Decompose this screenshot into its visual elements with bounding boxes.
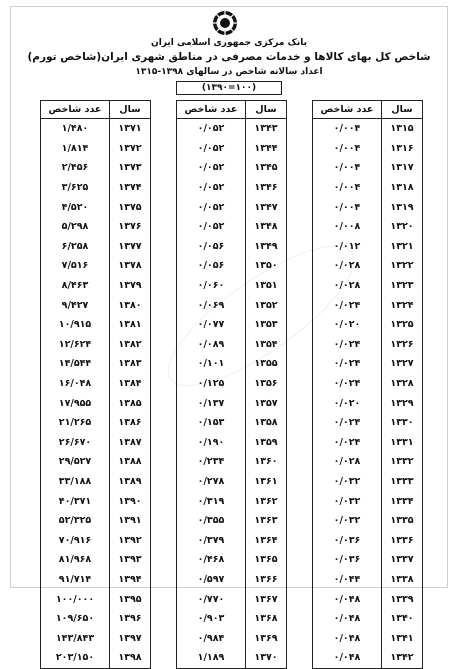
index-cell: ۰/۰۲۸ <box>313 256 382 276</box>
year-cell: ۱۳۲۵ <box>382 315 423 335</box>
table-row <box>177 609 287 629</box>
index-cell: ۰/۰۴۸ <box>313 648 382 668</box>
table-row <box>177 256 287 276</box>
index-cell: ۸/۴۶۳ <box>41 276 110 296</box>
year-cell: ۱۳۱۵ <box>382 119 423 139</box>
year-cell: ۱۳۵۱ <box>246 276 287 296</box>
index-cell: ۰/۰۲۰ <box>313 393 382 413</box>
year-cell: ۱۳۳۳ <box>382 472 423 492</box>
index-cell: ۱۲/۶۲۴ <box>41 335 110 355</box>
index-cell: ۲/۴۵۶ <box>41 158 110 178</box>
year-cell: ۱۳۲۲ <box>382 256 423 276</box>
table-row <box>313 237 423 257</box>
year-cell: ۱۳۴۴ <box>246 139 287 159</box>
table-row <box>41 158 151 178</box>
table-row <box>177 413 287 433</box>
index-header: عدد شاخص <box>41 101 110 119</box>
index-cell: ۰/۲۳۴ <box>177 452 246 472</box>
year-cell: ۱۳۹۸ <box>110 648 151 668</box>
table-row <box>41 609 151 629</box>
table-row <box>313 158 423 178</box>
index-cell: ۳۳/۱۸۸ <box>41 472 110 492</box>
index-cell: ۰/۱۵۳ <box>177 413 246 433</box>
index-cell: ۵/۲۹۸ <box>41 217 110 237</box>
year-cell: ۱۳۴۷ <box>246 197 287 217</box>
year-cell: ۱۳۲۳ <box>382 276 423 296</box>
year-cell: ۱۳۳۷ <box>382 550 423 570</box>
index-cell: ۰/۱۹۰ <box>177 433 246 453</box>
index-cell: ۲۶/۶۷۰ <box>41 433 110 453</box>
table-row <box>177 276 287 296</box>
table-row <box>313 119 423 139</box>
year-cell: ۱۳۶۲ <box>246 491 287 511</box>
table-row <box>41 413 151 433</box>
year-cell: ۱۳۹۴ <box>110 570 151 590</box>
year-header: سال <box>382 101 423 119</box>
year-cell: ۱۳۳۵ <box>382 511 423 531</box>
year-cell: ۱۳۷۲ <box>110 139 151 159</box>
year-cell: ۱۳۴۵ <box>246 158 287 178</box>
year-cell: ۱۳۵۲ <box>246 295 287 315</box>
index-cell: ۰/۰۰۴ <box>313 158 382 178</box>
table-row <box>313 491 423 511</box>
table-row <box>41 589 151 609</box>
index-cell: ۲۱/۲۶۵ <box>41 413 110 433</box>
year-cell: ۱۳۲۰ <box>382 217 423 237</box>
index-cell: ۰/۰۲۴ <box>313 335 382 355</box>
index-cell: ۰/۰۶۰ <box>177 276 246 296</box>
year-cell: ۱۳۴۳ <box>246 119 287 139</box>
table-row <box>313 217 423 237</box>
index-cell: ۷/۵۱۶ <box>41 256 110 276</box>
table-row <box>41 139 151 159</box>
bank-logo-icon <box>212 10 238 36</box>
index-cell: ۰/۹۸۴ <box>177 628 246 648</box>
table-row <box>177 472 287 492</box>
index-cell: ۰/۷۷۰ <box>177 589 246 609</box>
table-row <box>41 550 151 570</box>
index-cell: ۰/۳۵۵ <box>177 511 246 531</box>
table-row <box>177 139 287 159</box>
table-row <box>177 158 287 178</box>
year-cell: ۱۳۷۸ <box>110 256 151 276</box>
table-row <box>313 178 423 198</box>
index-cell: ۱۶/۰۴۸ <box>41 374 110 394</box>
table-row <box>177 335 287 355</box>
index-cell: ۰/۰۵۲ <box>177 178 246 198</box>
year-cell: ۱۳۹۰ <box>110 491 151 511</box>
index-cell: ۰/۰۲۴ <box>313 433 382 453</box>
table-row <box>177 374 287 394</box>
index-cell: ۰/۰۲۸ <box>313 276 382 296</box>
index-cell: ۱/۱۸۹ <box>177 648 246 668</box>
year-cell: ۱۳۵۷ <box>246 393 287 413</box>
year-cell: ۱۳۷۷ <box>110 237 151 257</box>
table-row <box>177 570 287 590</box>
table-row <box>177 452 287 472</box>
index-cell: ۲۹/۵۲۷ <box>41 452 110 472</box>
year-cell: ۱۳۴۰ <box>382 609 423 629</box>
table-row <box>313 472 423 492</box>
table-row <box>41 178 151 198</box>
index-cell: ۰/۵۹۷ <box>177 570 246 590</box>
index-cell: ۰/۰۲۴ <box>313 413 382 433</box>
year-cell: ۱۳۳۴ <box>382 491 423 511</box>
year-cell: ۱۳۷۳ <box>110 158 151 178</box>
table-row <box>313 570 423 590</box>
table-row <box>313 628 423 648</box>
table-row <box>313 354 423 374</box>
table-row <box>313 648 423 668</box>
year-cell: ۱۳۳۸ <box>382 570 423 590</box>
index-cell: ۸۱/۹۶۸ <box>41 550 110 570</box>
year-cell: ۱۳۶۸ <box>246 609 287 629</box>
index-cell: ۰/۰۵۲ <box>177 217 246 237</box>
index-cell: ۰/۰۵۲ <box>177 197 246 217</box>
index-cell: ۰/۰۳۲ <box>313 491 382 511</box>
index-header: عدد شاخص <box>177 101 246 119</box>
index-cell: ۰/۰۵۲ <box>177 119 246 139</box>
table-row <box>177 119 287 139</box>
table-row <box>177 648 287 668</box>
table-row <box>313 589 423 609</box>
year-cell: ۱۳۳۶ <box>382 530 423 550</box>
index-cell: ۱۰۰/۰۰۰ <box>41 589 110 609</box>
table-row <box>313 295 423 315</box>
base-year-label: (۱۰۰=۱۳۹۰) <box>176 81 282 95</box>
index-cell: ۰/۰۲۰ <box>313 315 382 335</box>
index-cell: ۴/۵۲۰ <box>41 197 110 217</box>
index-cell: ۰/۰۰۴ <box>313 139 382 159</box>
table-row <box>41 276 151 296</box>
index-cell: ۷۰/۹۱۶ <box>41 530 110 550</box>
table-row <box>41 530 151 550</box>
year-cell: ۱۳۹۷ <box>110 628 151 648</box>
index-cell: ۰/۰۳۲ <box>313 472 382 492</box>
index-cell: ۰/۰۲۸ <box>313 452 382 472</box>
table-row <box>41 393 151 413</box>
index-cell: ۱۴/۵۴۴ <box>41 354 110 374</box>
table-row <box>41 256 151 276</box>
index-cell: ۰/۱۰۱ <box>177 354 246 374</box>
year-cell: ۱۳۸۶ <box>110 413 151 433</box>
table-row <box>177 237 287 257</box>
table-row <box>41 197 151 217</box>
table-row <box>177 354 287 374</box>
year-cell: ۱۳۵۶ <box>246 374 287 394</box>
table-row <box>177 530 287 550</box>
table-row <box>177 491 287 511</box>
index-table-3 <box>40 100 151 669</box>
year-cell: ۱۳۶۶ <box>246 570 287 590</box>
index-cell: ۱۰۹/۶۵۰ <box>41 609 110 629</box>
year-cell: ۱۳۴۶ <box>246 178 287 198</box>
index-cell: ۰/۰۰۴ <box>313 119 382 139</box>
year-cell: ۱۳۵۰ <box>246 256 287 276</box>
index-cell: ۰/۴۶۸ <box>177 550 246 570</box>
year-cell: ۱۳۶۰ <box>246 452 287 472</box>
index-cell: ۰/۲۷۸ <box>177 472 246 492</box>
table-row <box>313 433 423 453</box>
table-row <box>41 354 151 374</box>
index-cell: ۰/۱۳۷ <box>177 393 246 413</box>
year-cell: ۱۳۱۷ <box>382 158 423 178</box>
year-header: سال <box>246 101 287 119</box>
year-cell: ۱۳۲۸ <box>382 374 423 394</box>
index-cell: ۰/۰۵۶ <box>177 237 246 257</box>
year-cell: ۱۳۶۵ <box>246 550 287 570</box>
year-cell: ۱۳۹۱ <box>110 511 151 531</box>
table-row <box>177 433 287 453</box>
index-cell: ۰/۰۵۲ <box>177 158 246 178</box>
year-cell: ۱۳۷۵ <box>110 197 151 217</box>
bank-name: بانک مرکزی جمهوری اسلامی ایران <box>151 38 307 48</box>
index-table-2 <box>176 100 287 669</box>
index-cell: ۰/۰۲۴ <box>313 374 382 394</box>
index-cell: ۰/۰۰۴ <box>313 178 382 198</box>
year-cell: ۱۳۸۷ <box>110 433 151 453</box>
year-cell: ۱۳۷۰ <box>246 648 287 668</box>
table-row <box>177 589 287 609</box>
year-cell: ۱۳۶۴ <box>246 530 287 550</box>
year-cell: ۱۳۳۹ <box>382 589 423 609</box>
table-row <box>313 550 423 570</box>
year-cell: ۱۳۸۳ <box>110 354 151 374</box>
table-row <box>177 197 287 217</box>
year-cell: ۱۳۱۸ <box>382 178 423 198</box>
document-title: شاخص کل بهای کالاها و خدمات مصرفی در مناطق شهری ایران(شاخص تورم) <box>27 51 431 63</box>
index-cell: ۰/۰۳۶ <box>313 550 382 570</box>
table-row <box>313 256 423 276</box>
year-cell: ۱۳۳۰ <box>382 413 423 433</box>
index-cell: ۰/۰۵۲ <box>177 139 246 159</box>
index-cell: ۰/۰۲۴ <box>313 295 382 315</box>
index-cell: ۳/۶۲۵ <box>41 178 110 198</box>
year-cell: ۱۳۶۹ <box>246 628 287 648</box>
year-cell: ۱۳۹۲ <box>110 530 151 550</box>
index-cell: ۰/۰۳۶ <box>313 530 382 550</box>
year-cell: ۱۳۵۹ <box>246 433 287 453</box>
year-cell: ۱۳۸۵ <box>110 393 151 413</box>
table-row <box>41 237 151 257</box>
table-row <box>313 393 423 413</box>
index-cell: ۰/۰۰۴ <box>313 197 382 217</box>
index-cell: ۴۰/۳۷۱ <box>41 491 110 511</box>
index-cell: ۰/۰۳۲ <box>313 511 382 531</box>
table-row <box>313 315 423 335</box>
table-row <box>313 335 423 355</box>
year-cell: ۱۳۵۸ <box>246 413 287 433</box>
year-cell: ۱۳۴۸ <box>246 217 287 237</box>
year-cell: ۱۳۲۴ <box>382 295 423 315</box>
year-cell: ۱۳۲۶ <box>382 335 423 355</box>
year-cell: ۱۳۹۳ <box>110 550 151 570</box>
index-header: عدد شاخص <box>313 101 382 119</box>
table-row <box>41 433 151 453</box>
index-cell: ۰/۰۸۹ <box>177 335 246 355</box>
table-row <box>177 628 287 648</box>
year-cell: ۱۳۸۱ <box>110 315 151 335</box>
table-row <box>313 276 423 296</box>
table-row <box>41 570 151 590</box>
table-row <box>177 511 287 531</box>
index-cell: ۱۴۳/۸۴۳ <box>41 628 110 648</box>
index-cell: ۰/۰۰۸ <box>313 217 382 237</box>
table-row <box>313 413 423 433</box>
table-row <box>177 217 287 237</box>
index-cell: ۰/۹۰۳ <box>177 609 246 629</box>
index-cell: ۰/۰۷۷ <box>177 315 246 335</box>
index-cell: ۰/۰۴۸ <box>313 589 382 609</box>
index-cell: ۰/۰۵۶ <box>177 256 246 276</box>
year-cell: ۱۳۸۲ <box>110 335 151 355</box>
table-row <box>177 295 287 315</box>
index-cell: ۶/۲۵۸ <box>41 237 110 257</box>
table-row <box>41 217 151 237</box>
year-cell: ۱۳۶۷ <box>246 589 287 609</box>
year-cell: ۱۳۶۳ <box>246 511 287 531</box>
year-cell: ۱۳۵۵ <box>246 354 287 374</box>
document-subtitle: اعداد سالانه شاخص در سالهای ۱۳۹۸-۱۳۱۵ <box>135 67 323 77</box>
year-cell: ۱۳۶۱ <box>246 472 287 492</box>
index-cell: ۱۷/۹۵۵ <box>41 393 110 413</box>
table-row <box>313 197 423 217</box>
index-cell: ۵۲/۳۲۵ <box>41 511 110 531</box>
table-row <box>313 511 423 531</box>
year-cell: ۱۳۷۴ <box>110 178 151 198</box>
table-row <box>41 295 151 315</box>
year-cell: ۱۳۲۱ <box>382 237 423 257</box>
table-row <box>41 628 151 648</box>
index-table-1 <box>312 100 423 669</box>
index-cell: ۰/۰۴۸ <box>313 628 382 648</box>
index-cell: ۰/۰۴۸ <box>313 609 382 629</box>
year-cell: ۱۳۴۹ <box>246 237 287 257</box>
index-cell: ۰/۳۷۹ <box>177 530 246 550</box>
year-cell: ۱۳۳۲ <box>382 452 423 472</box>
year-cell: ۱۳۸۸ <box>110 452 151 472</box>
year-cell: ۱۳۴۲ <box>382 648 423 668</box>
table-row <box>41 315 151 335</box>
year-cell: ۱۳۷۱ <box>110 119 151 139</box>
table-row <box>177 550 287 570</box>
table-row <box>41 511 151 531</box>
index-cell: ۰/۰۴۴ <box>313 570 382 590</box>
year-cell: ۱۳۱۶ <box>382 139 423 159</box>
year-cell: ۱۳۵۳ <box>246 315 287 335</box>
year-cell: ۱۳۱۹ <box>382 197 423 217</box>
table-row <box>313 530 423 550</box>
index-cell: ۰/۱۲۵ <box>177 374 246 394</box>
year-cell: ۱۳۴۱ <box>382 628 423 648</box>
index-cell: ۹/۴۲۷ <box>41 295 110 315</box>
index-cell: ۱/۴۸۰ <box>41 119 110 139</box>
table-row <box>177 178 287 198</box>
table-row <box>313 609 423 629</box>
year-cell: ۱۳۹۶ <box>110 609 151 629</box>
year-cell: ۱۳۷۶ <box>110 217 151 237</box>
year-cell: ۱۳۲۷ <box>382 354 423 374</box>
table-row <box>177 315 287 335</box>
index-cell: ۱/۸۱۴ <box>41 139 110 159</box>
table-row <box>41 472 151 492</box>
table-row <box>177 393 287 413</box>
year-cell: ۱۳۳۱ <box>382 433 423 453</box>
year-cell: ۱۳۷۹ <box>110 276 151 296</box>
table-row <box>41 374 151 394</box>
table-row <box>41 648 151 668</box>
year-cell: ۱۳۵۴ <box>246 335 287 355</box>
year-cell: ۱۳۹۵ <box>110 589 151 609</box>
index-cell: ۰/۳۱۹ <box>177 491 246 511</box>
index-cell: ۲۰۳/۱۵۰ <box>41 648 110 668</box>
index-cell: ۰/۰۱۲ <box>313 237 382 257</box>
year-header: سال <box>110 101 151 119</box>
year-cell: ۱۳۸۴ <box>110 374 151 394</box>
table-row <box>41 491 151 511</box>
table-row <box>313 374 423 394</box>
table-row <box>41 335 151 355</box>
index-cell: ۰/۰۶۹ <box>177 295 246 315</box>
table-row <box>41 119 151 139</box>
table-row <box>313 452 423 472</box>
index-cell: ۹۱/۷۱۴ <box>41 570 110 590</box>
index-cell: ۱۰/۹۱۵ <box>41 315 110 335</box>
year-cell: ۱۳۸۹ <box>110 472 151 492</box>
table-row <box>313 139 423 159</box>
year-cell: ۱۳۲۹ <box>382 393 423 413</box>
index-cell: ۰/۰۲۴ <box>313 354 382 374</box>
year-cell: ۱۳۸۰ <box>110 295 151 315</box>
table-row <box>41 452 151 472</box>
